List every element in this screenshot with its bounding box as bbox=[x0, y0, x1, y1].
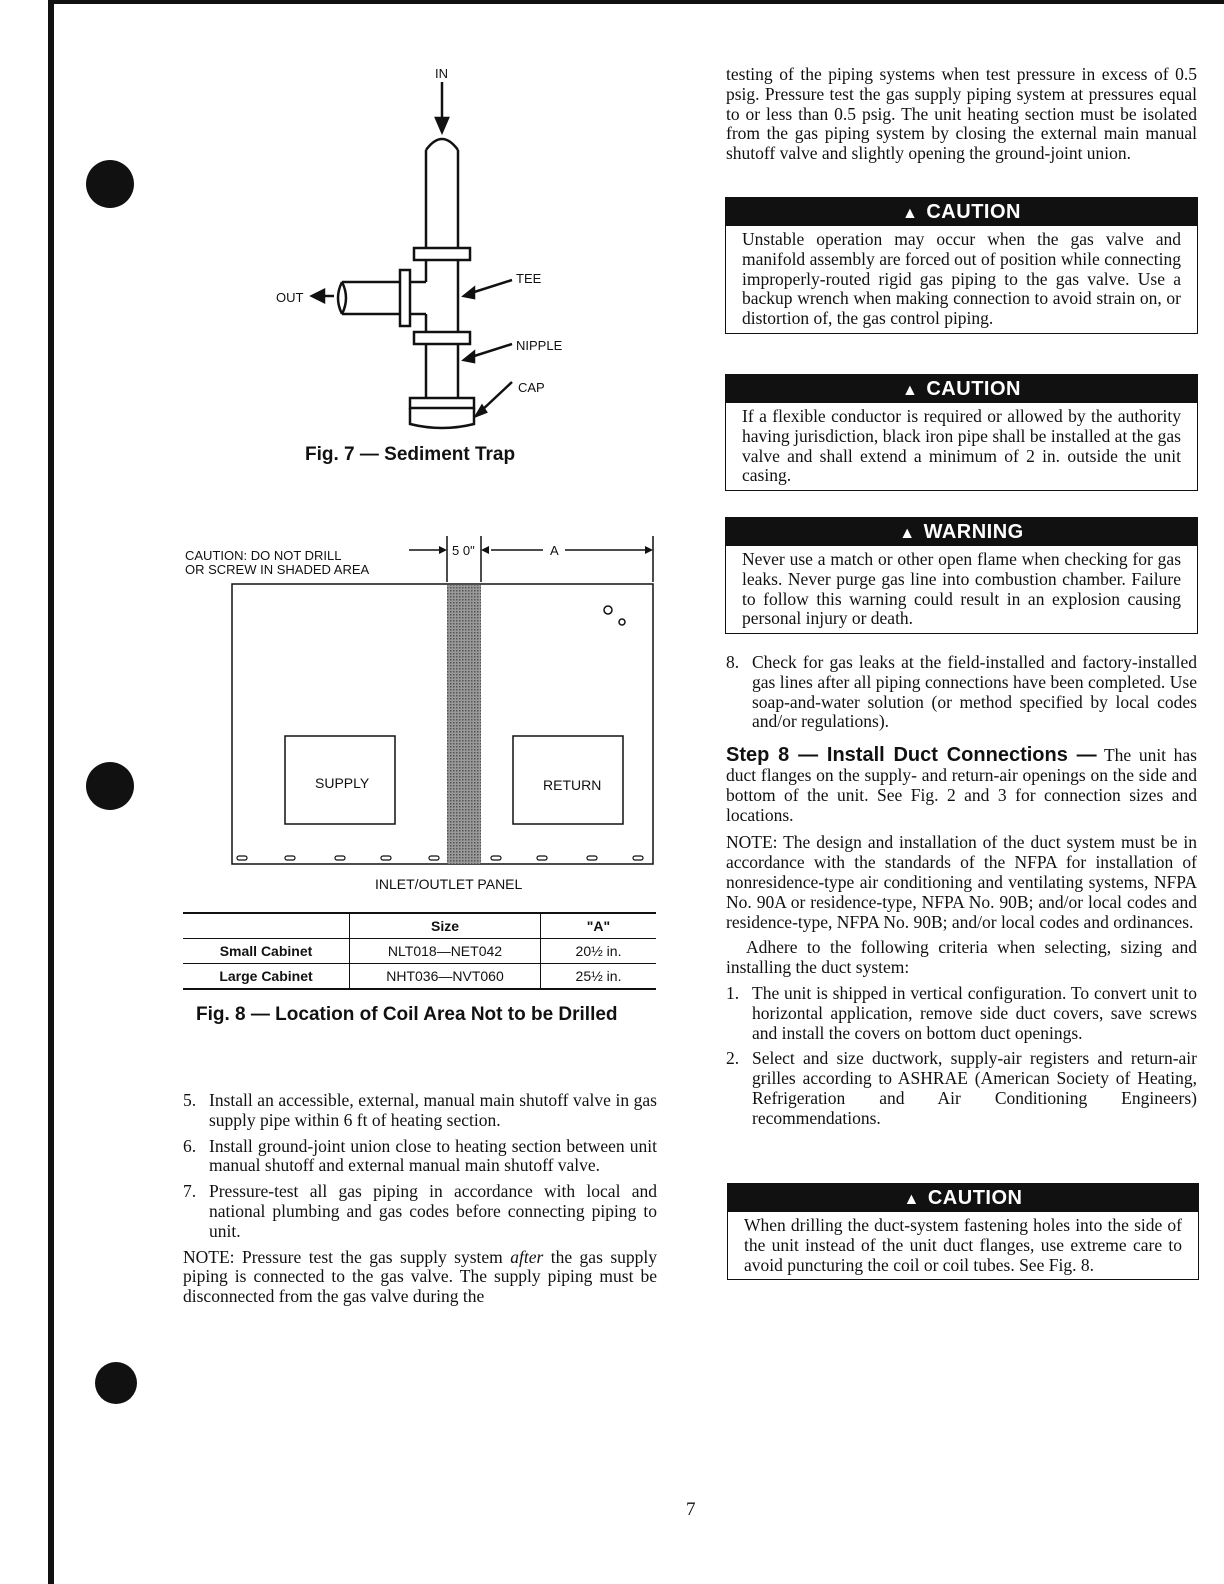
list-text: Install ground-joint union close to heating section between unit manual shutoff and external manual main shutoff valve. bbox=[209, 1135, 657, 1176]
step-8-heading: Step 8 — Install Duct Connections — bbox=[726, 744, 1097, 767]
fig8-caution-line1: CAUTION: DO NOT DRILL bbox=[185, 548, 342, 563]
duct-system-note: NOTE: The design and installation of the duct system must be in accordance with the standards of the NFPA for installation of nonresidence-type air conditioning and ventilating systems, NFPA No. 90A or residence-type, NFPA No. 90B; and/or local codes and residence-type, NFPA No. 90B; and/or local codes and ordinances. bbox=[726, 832, 1197, 932]
list-item bbox=[183, 1182, 657, 1241]
warning-text: Never use a match or other open flame when checking for gas leaks. Never purge gas line into combustion chamber. Failure to follow this warning could result in an explosion causing personal injury or death. bbox=[742, 549, 1181, 629]
caution-box-gas-valve bbox=[725, 197, 1198, 334]
warning-triangle-icon: ▲ bbox=[899, 525, 916, 542]
table-cell: NHT036—NVT060 bbox=[350, 964, 541, 990]
left-column-text bbox=[183, 1091, 657, 1313]
caution-box-flexible-conductor bbox=[725, 374, 1198, 491]
pressure-test-note: NOTE: Pressure test the gas supply system after the gas supply piping is connected to the gas valve. The supply piping must be disconnected from the gas valve during the bbox=[183, 1246, 657, 1307]
list-text: Select and size ductwork, supply-air registers and return-air grilles according to ASHRAE (American Society of Heating, Refrigeration and Air Conditioning Engineers) recommendations. bbox=[752, 1048, 1197, 1128]
figure-8-caption: Fig. 8 — Location of Coil Area Not to be Drilled bbox=[196, 1004, 618, 1025]
right-column-text bbox=[726, 653, 1197, 1135]
caution-text: If a flexible conductor is required or allowed by the authority having jurisdiction, black iron pipe shall be installed at the gas valve and shall extend a minimum of 2 in. outside the unit casing. bbox=[742, 406, 1181, 486]
list-number: 8. bbox=[726, 652, 740, 672]
caution-box-drilling bbox=[727, 1183, 1199, 1280]
fig8-caution-line2: OR SCREW IN SHADED AREA bbox=[185, 562, 370, 577]
caution-text: When drilling the duct-system fastening holes into the side of the unit instead of the unit duct flanges, use extreme care to avoid puncturing the coil or coil tubes. See Fig. 8. bbox=[744, 1215, 1182, 1275]
list-item bbox=[726, 984, 1197, 1043]
list-text: Pressure-test all gas piping in accordance with local and national plumbing and gas codes before connecting piping to unit. bbox=[209, 1181, 657, 1241]
dimension-5: 5 0" bbox=[452, 543, 475, 558]
list-number: 5. bbox=[183, 1090, 197, 1110]
warning-box-gas-leaks bbox=[725, 517, 1198, 634]
right-intro-text: testing of the piping systems when test pressure in excess of 0.5 psig. Pressure test the gas supply piping system at pressures equal to or less than 0.5 psig. The unit heating section must be isolated from the gas piping system by closing the external main manual shutoff valve and slightly opening the ground-joint union. bbox=[726, 64, 1197, 164]
label-return: RETURN bbox=[543, 777, 602, 793]
label-out: OUT bbox=[276, 290, 304, 305]
page-number: 7 bbox=[686, 1499, 696, 1520]
dimension-a: A bbox=[550, 543, 559, 558]
table-header-blank bbox=[183, 913, 350, 939]
list-text: Install an accessible, external, manual main shutoff valve in gas supply pipe within 6 ft of heating section. bbox=[209, 1090, 657, 1130]
caution-title: CAUTION bbox=[926, 378, 1021, 400]
label-inlet-outlet-panel: INLET/OUTLET PANEL bbox=[375, 876, 523, 892]
table-cell: NLT018—NET042 bbox=[350, 939, 541, 964]
label-cap: CAP bbox=[518, 380, 545, 395]
list-number: 1. bbox=[726, 982, 740, 1003]
warning-title: WARNING bbox=[923, 521, 1024, 543]
list-number: 7. bbox=[183, 1181, 197, 1202]
cabinet-size-table bbox=[183, 912, 656, 990]
punch-hole-middle bbox=[86, 762, 134, 810]
list-number: 6. bbox=[183, 1135, 197, 1156]
caution-title: CAUTION bbox=[927, 1187, 1023, 1209]
table-row bbox=[183, 939, 656, 964]
step-8-paragraph: Step 8 — Install Duct Connections — The unit has duct flanges on the supply- and return-air openings on the side and bottom of the unit. See Fig. 2 and 3 for connection sizes and locations. bbox=[726, 744, 1197, 825]
list-text: Check for gas leaks at the field-installed and factory-installed gas lines after all piping connections have been completed. Use soap-and-water solution (or method specified by local codes and/or regulations). bbox=[752, 652, 1197, 732]
scan-edge-top bbox=[48, 0, 1224, 4]
figure-7-caption: Fig. 7 — Sediment Trap bbox=[305, 444, 516, 465]
coil-area-diagram bbox=[225, 530, 665, 875]
label-supply: SUPPLY bbox=[315, 775, 370, 791]
scan-edge-left bbox=[48, 0, 54, 1584]
warning-triangle-icon: ▲ bbox=[902, 382, 919, 399]
list-item bbox=[726, 1049, 1197, 1128]
warning-triangle-icon: ▲ bbox=[903, 1191, 920, 1208]
label-in: IN bbox=[435, 66, 448, 81]
label-tee: TEE bbox=[516, 271, 542, 286]
table-cell: 20½ in. bbox=[575, 943, 622, 959]
table-cell: Small Cabinet bbox=[183, 939, 350, 964]
list-item bbox=[183, 1137, 657, 1177]
table-cell: Large Cabinet bbox=[183, 964, 350, 990]
list-text: The unit is shipped in vertical configuration. To convert unit to horizontal application, remove side duct covers, save screws and install the covers on bottom duct openings. bbox=[752, 982, 1197, 1043]
warning-triangle-icon: ▲ bbox=[902, 205, 919, 222]
label-nipple: NIPPLE bbox=[516, 338, 563, 353]
adhere-paragraph: Adhere to the following criteria when selecting, sizing and installing the duct system: bbox=[726, 937, 1197, 978]
table-header-a: "A" bbox=[586, 918, 611, 934]
list-item bbox=[183, 1091, 657, 1131]
punch-hole-bottom bbox=[95, 1362, 137, 1404]
punch-hole-top bbox=[86, 160, 134, 208]
list-number: 2. bbox=[726, 1048, 740, 1069]
caution-text: Unstable operation may occur when the gas valve and manifold assembly are forced out of position while connecting improperly-routed rigid gas piping to the gas valve. Use a backup wrench when making connection to avoid strain on, or distortion of, the gas control piping. bbox=[742, 229, 1181, 329]
table-header-size: Size bbox=[350, 913, 541, 939]
caution-title: CAUTION bbox=[926, 201, 1021, 223]
table-cell: 25½ in. bbox=[575, 968, 622, 984]
list-item bbox=[726, 653, 1197, 732]
table-row bbox=[183, 964, 656, 990]
